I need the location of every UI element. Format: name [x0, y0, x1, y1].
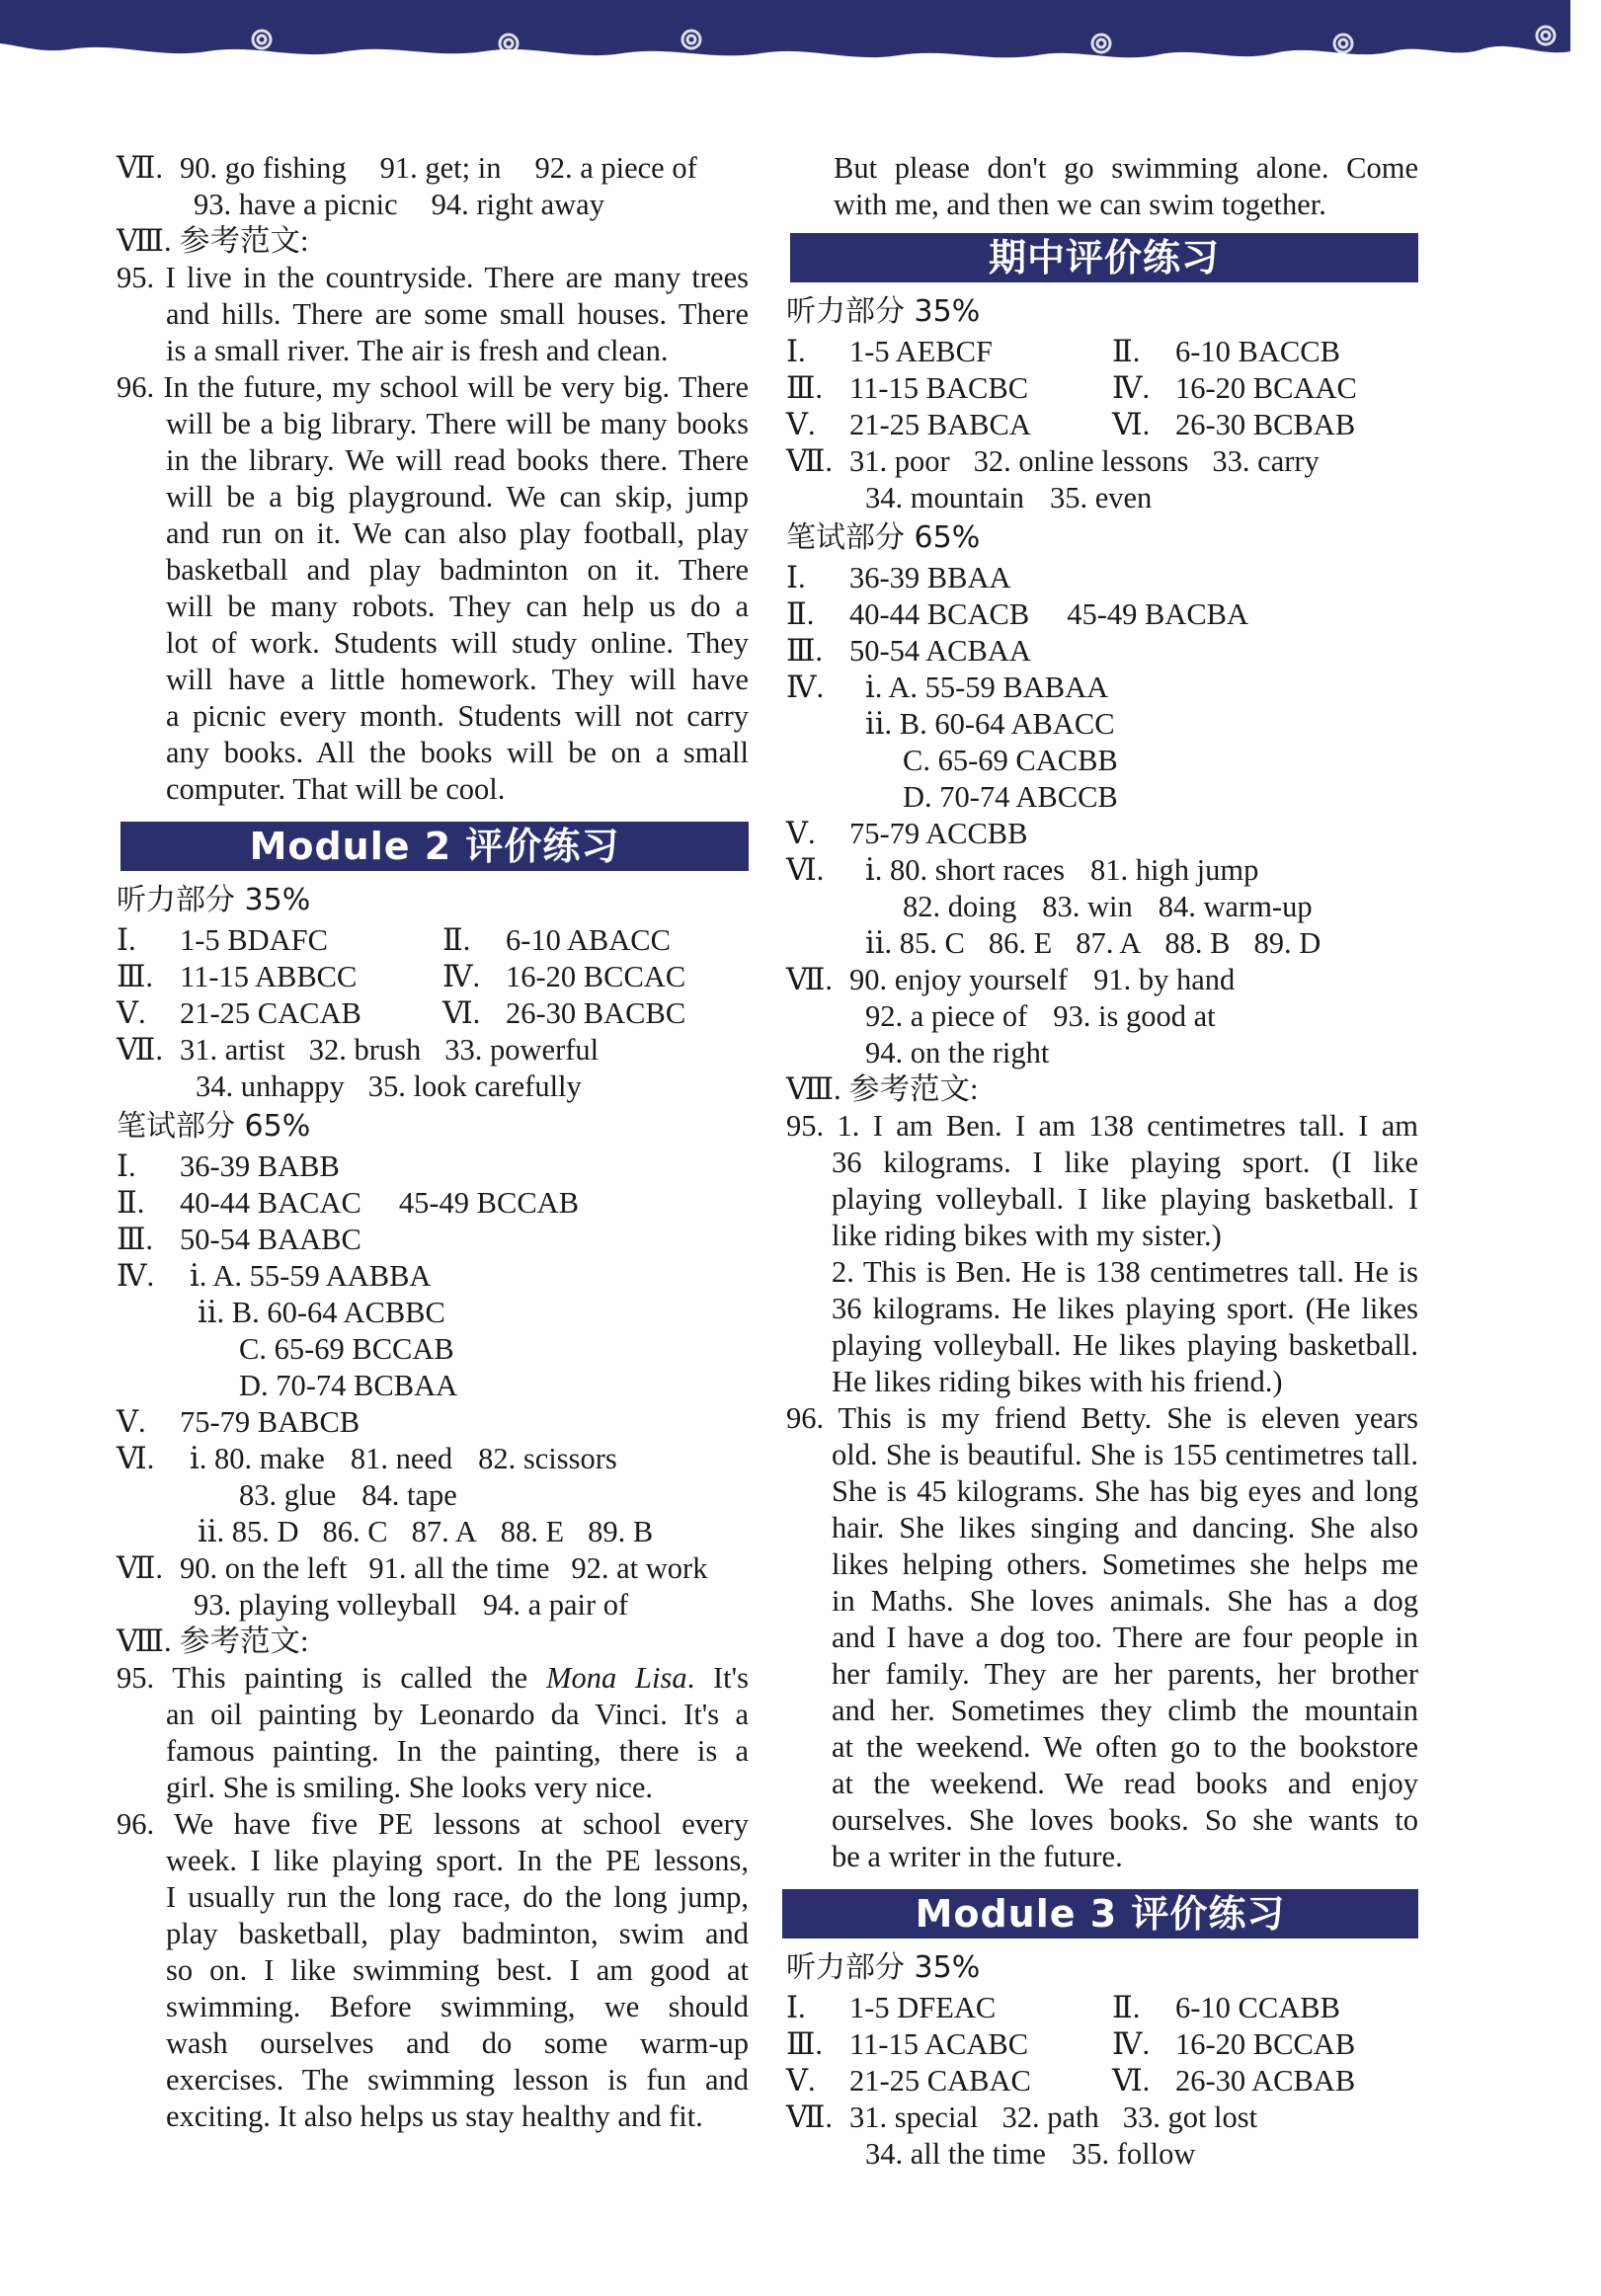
answer-line: C. 65-69 CACBB — [903, 744, 1118, 777]
answer-line: Ⅴ. 21-25 BABCA Ⅵ. 26-30 BCBAB — [786, 408, 1356, 441]
answer-line: Ⅵ. ⅰ. 80. make 81. need 82. scissors — [117, 1442, 617, 1475]
answer-line: Ⅴ. 21-25 CABAC Ⅵ. 26-30 ACBAB — [786, 2064, 1356, 2098]
left-column — [117, 150, 749, 2135]
essay-line: be a writer in the future. — [832, 1840, 1123, 1873]
essay-line: will be a big playground. We can skip, jump — [166, 480, 749, 514]
essay-line: 96. This is my friend Betty. She is eleven years — [786, 1401, 1418, 1435]
painting-title: Mona Lisa — [546, 1661, 687, 1695]
answer-line: Ⅶ. 90. enjoy yourself 91. by hand — [786, 963, 1236, 996]
subsection-title: 听力部分 35% — [786, 294, 981, 329]
essay-line: old. She is beautiful. She is 155 centimetres tall. — [832, 1438, 1418, 1471]
subsection-title: 笔试部分 65% — [117, 1109, 311, 1144]
right-column — [786, 150, 1418, 2173]
essay-line: playing volleyball. He likes playing basketball. — [832, 1328, 1418, 1362]
answer-line: Ⅲ. 11-15 ACABC Ⅳ. 16-20 BCCAB — [786, 2027, 1356, 2061]
essay-line: an oil painting by Leonardo da Vinci. It's a — [166, 1698, 749, 1731]
answer-line: Ⅰ. 1-5 BDAFC Ⅱ. 6-10 ABACC — [117, 923, 671, 957]
essay-line: 96. In the future, my school will be very big. There — [117, 370, 749, 404]
answer-line: 93. have a picnic 94. right away — [194, 188, 604, 221]
essay-line: 36 kilograms. He likes playing sport. (He likes — [832, 1292, 1418, 1325]
essay-line: and her. Sometimes they climb the mountain — [832, 1694, 1418, 1727]
answer-line: Ⅳ. ⅰ. A. 55-59 BABAA — [786, 671, 1109, 704]
essay-line: He likes riding bikes with his friend.) — [832, 1365, 1283, 1398]
essay-line: will be a big library. There will be many books — [166, 407, 749, 440]
answer-line: Ⅲ. 11-15 BACBC Ⅳ. 16-20 BCAAC — [786, 371, 1357, 405]
essay-line: 2. This is Ben. He is 138 centimetres tall. He is — [832, 1255, 1418, 1289]
answer-line: Ⅲ. 50-54 ACBAA — [786, 634, 1031, 668]
essay-line: ourselves. She loves books. So she wants to — [832, 1803, 1418, 1837]
essay-line: famous painting. In the painting, there is a — [166, 1734, 749, 1768]
top-banner — [0, 0, 1570, 69]
essay-line: 95. 1. I am Ben. I am 138 centimetres tall. I am — [786, 1109, 1418, 1143]
answer-line: Ⅰ. 36-39 BABB — [117, 1149, 340, 1183]
essay-line: likes helping others. Sometimes she helps me — [832, 1547, 1418, 1581]
answer-line: ⅱ. 85. D 86. C 87. A 88. E 89. B — [198, 1515, 654, 1548]
essay-line: and hills. There are some small houses. There — [166, 297, 749, 331]
answer-line: Ⅳ. ⅰ. A. 55-59 AABBA — [117, 1259, 432, 1293]
answer-line: Ⅶ. 31. artist 32. brush 33. powerful — [117, 1033, 600, 1067]
subsection-title: 听力部分 35% — [117, 883, 311, 917]
answer-line: ⅱ. B. 60-64 ACBBC — [198, 1296, 445, 1329]
answer-line: D. 70-74 ABCCB — [903, 780, 1118, 814]
answer-line: ⅱ. B. 60-64 ABACC — [865, 707, 1115, 741]
answer-line: Ⅶ. 90. go fishing 91. get; in 92. a piece of — [117, 151, 697, 185]
answer-line: Ⅰ. 36-39 BBAA — [786, 561, 1011, 594]
essay-line: like riding bikes with my sister.) — [832, 1219, 1222, 1252]
essay-line: 36 kilograms. I like playing sport. (I like — [832, 1146, 1418, 1179]
essay-line: with me, and then we can swim together. — [834, 188, 1326, 221]
essay-line: wash ourselves and do some warm-up — [166, 2026, 749, 2060]
essay-line: play basketball, play badminton, swim and — [166, 1917, 749, 1950]
answer-line: Ⅲ. 50-54 BAABC — [117, 1223, 361, 1256]
essay-line: swimming. Before swimming, we should — [166, 1990, 749, 2023]
essay-line: hair. She likes singing and dancing. She also — [832, 1511, 1418, 1544]
essay-line: in the library. We will read books there. There — [166, 443, 749, 477]
answer-line: Ⅰ. 1-5 AEBCF Ⅱ. 6-10 BACCB — [786, 335, 1340, 368]
answer-line: ⅱ. 85. C 86. E 87. A 88. B 89. D — [865, 926, 1321, 960]
essay-line: so on. I like swimming best. I am good at — [166, 1953, 749, 1987]
answer-line: Ⅴ. 21-25 CACAB Ⅵ. 26-30 BACBC — [117, 996, 686, 1030]
essay-line: exciting. It also helps us stay healthy and fit. — [166, 2099, 703, 2133]
essay-line: girl. She is smiling. She looks very nice. — [166, 1771, 654, 1804]
essay-line: at the weekend. We often go to the bookstore — [832, 1730, 1418, 1764]
essay-line: playing volleyball. I like playing basketball. I — [832, 1182, 1418, 1216]
essay-line: and run on it. We can also play football, play — [166, 516, 749, 550]
subsection-title: 听力部分 35% — [786, 1950, 981, 1985]
answer-line: Ⅱ. 40-44 BACAC 45-49 BCCAB — [117, 1186, 580, 1220]
essay-line: She is 45 kilograms. She has big eyes and long — [832, 1474, 1418, 1508]
answer-line: 34. mountain 35. even — [865, 481, 1153, 515]
essay-line: 95. This painting is called the Mona Lisa. It's — [117, 1661, 749, 1695]
answer-line: C. 65-69 BCCAB — [239, 1332, 454, 1366]
answer-line: Ⅶ. 31. poor 32. online lessons 33. carry — [786, 444, 1320, 478]
section-header: Module 3 评价练习 — [782, 1889, 1418, 1939]
essay-line: will be many robots. They can help us do a — [166, 590, 749, 623]
answer-line: Ⅴ. 75-79 ACCBB — [786, 817, 1028, 850]
essay-line: her family. They are her parents, her brother — [832, 1657, 1418, 1691]
essay-line: But please don't go swimming alone. Come — [834, 151, 1418, 185]
essay-line: a picnic every month. Students will not carry — [166, 699, 749, 733]
answer-line: 93. playing volleyball 94. a pair of — [194, 1588, 629, 1622]
section-header: 期中评价练习 — [790, 233, 1418, 282]
section-header: Module 2 评价练习 — [120, 822, 749, 871]
essay-line: I usually run the long race, do the long jump, — [166, 1880, 749, 1914]
answer-line: Ⅷ. 参考范文: — [786, 1072, 979, 1106]
essay-line: will have a little homework. They will have — [166, 663, 749, 696]
answer-line: Ⅰ. 1-5 DFEAC Ⅱ. 6-10 CCABB — [786, 1991, 1340, 2024]
essay-line: lot of work. Students will study online. They — [166, 626, 749, 660]
answer-line: Ⅲ. 11-15 ABBCC Ⅳ. 16-20 BCCAC — [117, 960, 686, 993]
essay-line: at the weekend. We read books and enjoy — [832, 1767, 1418, 1800]
essay-line: in Maths. She loves animals. She has a dog — [832, 1584, 1418, 1618]
answer-line: Ⅷ. 参考范文: — [117, 1624, 309, 1658]
answer-line: 92. a piece of 93. is good at — [865, 999, 1216, 1033]
answer-line: Ⅶ. 31. special 32. path 33. got lost — [786, 2100, 1258, 2134]
answer-line: 94. on the right — [865, 1036, 1050, 1069]
essay-line: and I have a dog too. There are four people in — [832, 1621, 1418, 1654]
essay-line: basketball and play badminton on it. There — [166, 553, 749, 587]
answer-line: Ⅱ. 40-44 BCACB 45-49 BACBA — [786, 597, 1249, 631]
essay-line: is a small river. The air is fresh and clean. — [166, 334, 669, 367]
answer-line: 83. glue 84. tape — [239, 1478, 457, 1512]
essay-line: week. I like playing sport. In the PE lessons, — [166, 1844, 749, 1877]
essay-line: 96. We have five PE lessons at school every — [117, 1807, 749, 1841]
answer-line: Ⅵ. ⅰ. 80. short races 81. high jump — [786, 853, 1259, 887]
essay-line: any books. All the books will be on a small — [166, 736, 749, 769]
essay-line: 95. I live in the countryside. There are many trees — [117, 261, 749, 294]
answer-line: D. 70-74 BCBAA — [239, 1369, 458, 1402]
subsection-title: 笔试部分 65% — [786, 520, 981, 555]
answer-line: Ⅷ. 参考范文: — [117, 224, 309, 258]
answer-line: Ⅶ. 90. on the left 91. all the time 92. at work — [117, 1551, 708, 1585]
answer-line: 34. all the time 35. follow — [865, 2137, 1196, 2171]
answer-line: 34. unhappy 35. look carefully — [196, 1069, 582, 1103]
essay-line: computer. That will be cool. — [166, 772, 506, 806]
answer-line: 82. doing 83. win 84. warm-up — [903, 890, 1313, 923]
essay-line: exercises. The swimming lesson is fun and — [166, 2063, 749, 2097]
answer-line: Ⅴ. 75-79 BABCB — [117, 1405, 360, 1439]
